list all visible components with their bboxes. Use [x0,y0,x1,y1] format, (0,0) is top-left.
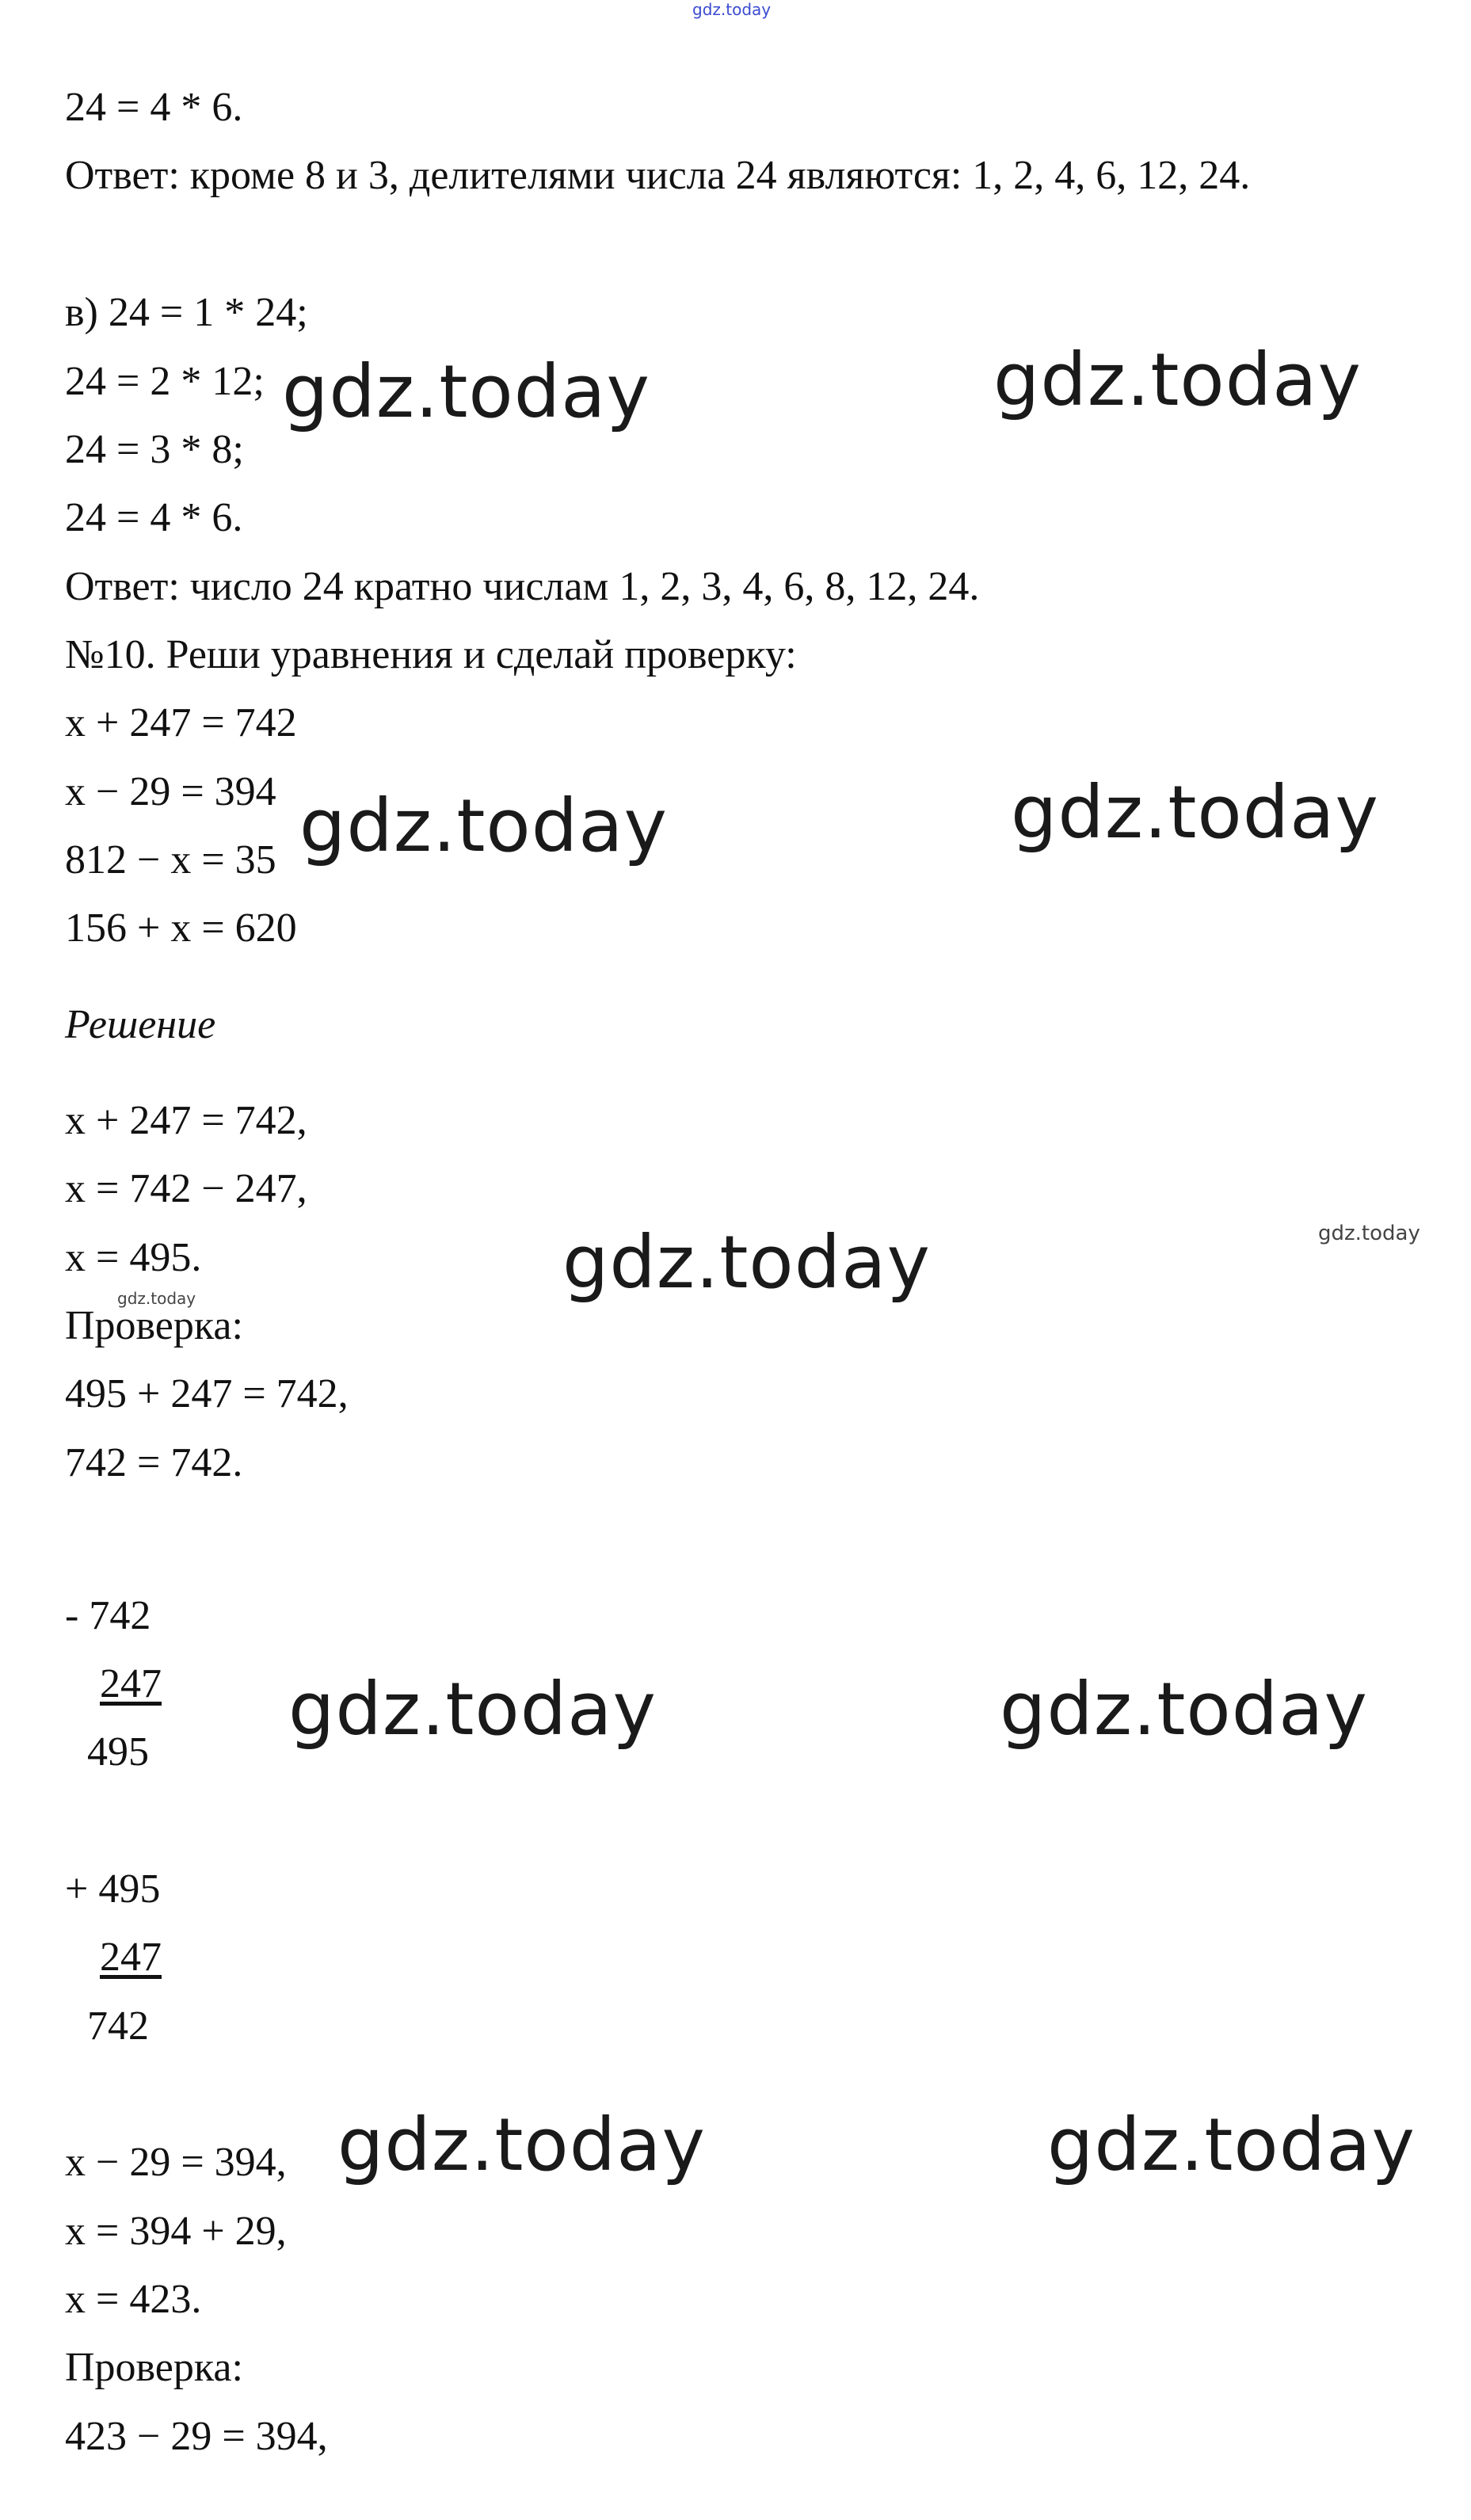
check-label: Проверка: [65,1303,243,1348]
solution-line: x = 394 + 29, [65,2209,287,2254]
watermark: gdz.today [337,2103,706,2187]
check-label: Проверка: [65,2345,243,2390]
column-subtrahend: 247 [100,1661,162,1706]
column-minuend: - 742 [65,1593,151,1638]
solution-heading: Решение [65,1002,216,1047]
watermark: gdz.today [1000,1667,1368,1752]
check-line: 495 + 247 = 742, [65,1371,349,1416]
equation: x − 29 = 394 [65,769,276,814]
text-line: 24 = 2 * 12; [65,359,265,404]
watermark-small: gdz.today [117,1289,196,1308]
watermark-small: gdz.today [1318,1222,1420,1245]
text-line: в) 24 = 1 * 24; [65,290,308,335]
text-line: 24 = 4 * 6. [65,85,243,130]
solution-line: x − 29 = 394, [65,2140,287,2185]
check-line: 423 − 29 = 394, [65,2414,328,2459]
solution-line: x + 247 = 742, [65,1098,307,1143]
equation: 156 + x = 620 [65,905,297,951]
text-line: 24 = 3 * 8; [65,427,244,472]
watermark: gdz.today [562,1220,931,1305]
task-heading: №10. Реши уравнения и сделай проверку: [65,632,797,677]
column-addend-2: 247 [100,1935,162,1980]
solution-line: x = 423. [65,2277,202,2322]
watermark: gdz.today [288,1667,657,1752]
watermark: gdz.today [1047,2103,1416,2187]
answer-line: Ответ: кроме 8 и 3, делителями числа 24 являются: 1, 2, 4, 6, 12, 24. [65,153,1251,198]
answer-line: Ответ: число 24 кратно числам 1, 2, 3, 4, 6, 8, 12, 24. [65,564,980,609]
check-line: 742 = 742. [65,1440,243,1485]
text-line: 24 = 4 * 6. [65,495,243,540]
watermark: gdz.today [282,349,650,434]
column-difference: 495 [87,1729,149,1775]
top-watermark: gdz.today [692,0,772,19]
equation: x + 247 = 742 [65,700,297,745]
column-addend: + 495 [65,1866,161,1912]
column-sum: 742 [87,2003,149,2049]
watermark: gdz.today [299,783,668,868]
solution-line: x = 495. [65,1235,202,1280]
watermark: gdz.today [993,337,1362,422]
watermark: gdz.today [1011,770,1379,855]
solution-line: x = 742 − 247, [65,1166,307,1211]
equation: 812 − x = 35 [65,837,276,883]
